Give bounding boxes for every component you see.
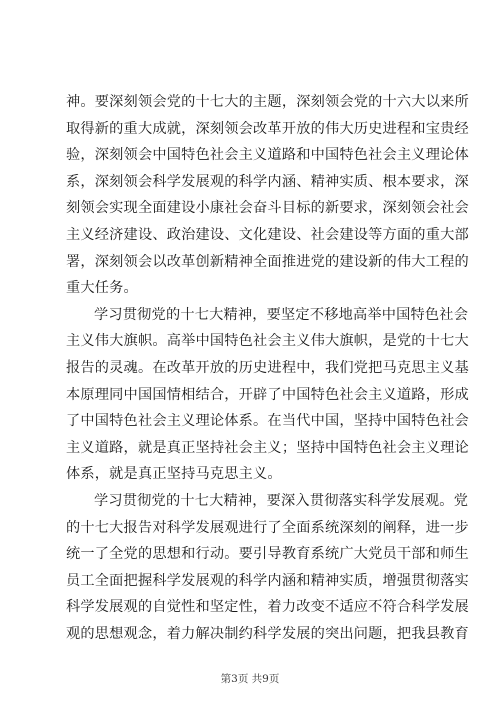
text-line: 学习贯彻党的十七大精神，要坚定不移地高举中国特色社会 xyxy=(94,306,469,323)
text-line: 取得新的重大成就，深刻领会改革开放的伟大历史进程和宝贵经 xyxy=(66,120,469,137)
text-line: 重大任务。 xyxy=(66,280,138,297)
text-line: 科学发展观的自觉性和坚定性，着力改变不适应不符合科学发展 xyxy=(66,599,469,616)
text-line: 署，深刻领会以改革创新精神全面推进党的建设新的伟大工程的 xyxy=(66,253,469,270)
text-line: 的十七大报告对科学发展观进行了全面系统深刻的阐释，进一步 xyxy=(66,519,469,536)
text-line: 系，深刻领会科学发展观的科学内涵、精神实质、根本要求，深 xyxy=(66,173,469,190)
text-line: 体系，就是真正坚持马克思主义。 xyxy=(66,466,282,483)
text-line: 统一了全党的思想和行动。要引导教育系统广大党员干部和师生 xyxy=(66,546,469,563)
text-line: 主义伟大旗帜。高举中国特色社会主义伟大旗帜，是党的十七大 xyxy=(66,333,469,350)
text-line: 神。要深刻领会党的十七大的主题，深刻领会党的十六大以来所 xyxy=(66,94,469,110)
text-line: 报告的灵魂。在改革开放的历史进程中，我们党把马克思主义基 xyxy=(66,359,469,376)
text-line: 了中国特色社会主义理论体系。在当代中国，坚持中国特色社会 xyxy=(66,413,469,430)
page-number-footer: 第3页 共9页 xyxy=(220,673,280,685)
text-line: 验，深刻领会中国特色社会主义道路和中国特色社会主义理论体 xyxy=(66,147,469,164)
text-line: 本原理同中国国情相结合，开辟了中国特色社会主义道路，形成 xyxy=(66,386,469,403)
text-line: 刻领会实现全面建设小康社会奋斗目标的新要求，深刻领会社会 xyxy=(66,200,469,217)
text-line: 主义道路，就是真正坚持社会主义；坚持中国特色社会主义理论 xyxy=(66,439,469,456)
text-line: 观的思想观念，着力解决制约科学发展的突出问题，把我县教育 xyxy=(66,625,469,642)
text-line: 主义经济建设、政治建设、文化建设、社会建设等方面的重大部 xyxy=(66,226,469,243)
body-text xyxy=(66,89,469,647)
text-line: 员工全面把握科学发展观的科学内涵和精神实质，增强贯彻落实 xyxy=(66,572,469,589)
text-line: 学习贯彻党的十七大精神，要深入贯彻落实科学发展观。党 xyxy=(94,492,469,509)
